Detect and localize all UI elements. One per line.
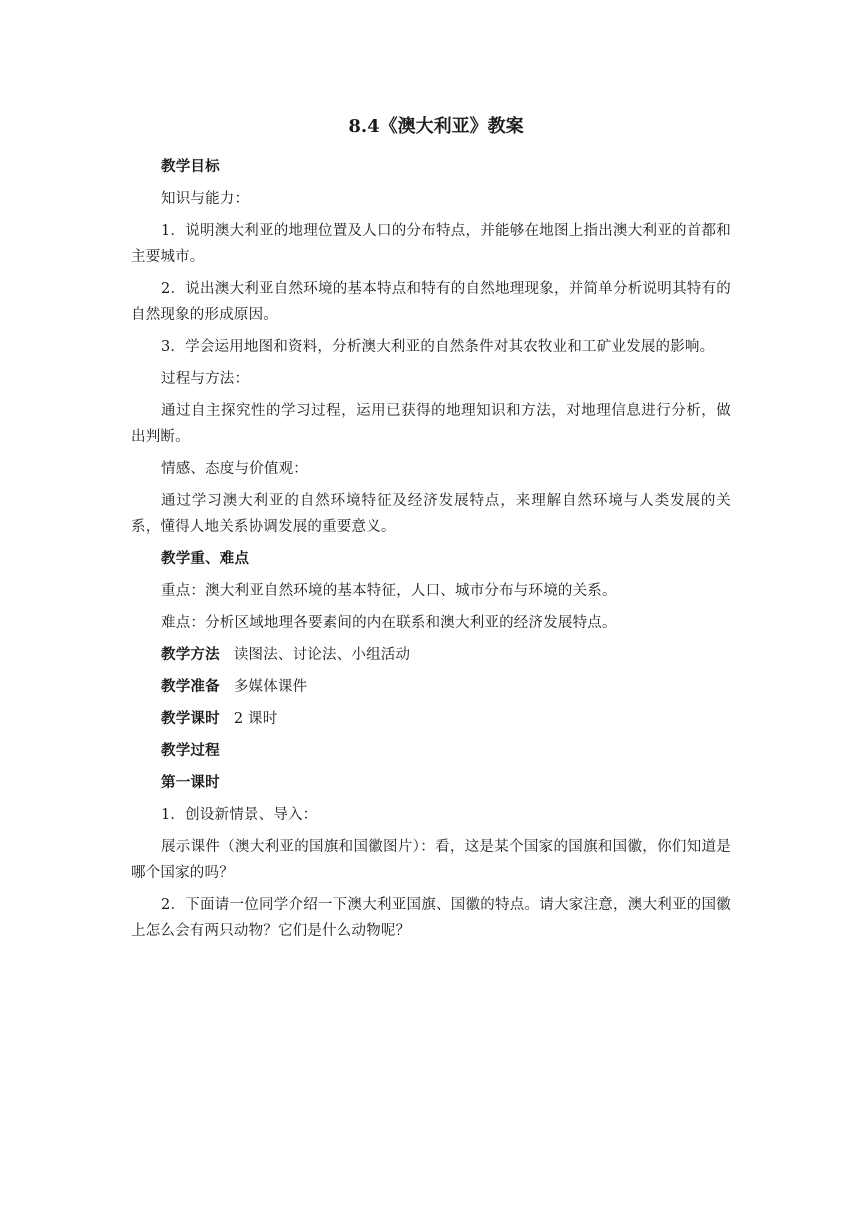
document-title: 8.4《澳大利亚》教案	[348, 116, 524, 137]
emotion-label: 情感、态度与价值观：	[161, 461, 308, 477]
teaching-process-heading: 教学过程	[161, 742, 220, 759]
teaching-hours-value: 2 课时	[233, 711, 278, 727]
step-one-text: 展示课件（澳大利亚的国旗和国徽图片）：看，这是某个国家的国旗和国徽，你们知道是哪个国家的吗？	[131, 839, 731, 881]
process-method-text: 通过自主探究性的学习过程，运用已获得的地理知识和方法，对地理信息进行分析，做出判断。	[131, 403, 731, 445]
teaching-method-row	[131, 642, 731, 668]
teaching-preparation-label: 教学准备	[161, 678, 220, 695]
step-two-text: 2．下面请一位同学介绍一下澳大利亚国旗、国徽的特点。请大家注意，澳大利亚的国徽上怎么会有两只动物？它们是什么动物呢？	[131, 897, 731, 939]
knowledge-label: 知识与能力：	[161, 191, 250, 207]
teaching-method-value: 读图法、讨论法、小组活动	[233, 647, 411, 663]
teaching-hours-label: 教学课时	[161, 710, 220, 727]
goals-heading: 教学目标	[161, 158, 220, 175]
lesson-one-heading: 第一课时	[161, 774, 220, 791]
key-points-heading: 教学重、难点	[161, 550, 250, 567]
emotion-text: 通过学习澳大利亚的自然环境特征及经济发展特点，来理解自然环境与人类发展的关系，懂得人地关系协调发展的重要意义。	[131, 493, 731, 535]
knowledge-item-3: 3．学会运用地图和资料，分析澳大利亚的自然条件对其农牧业和工矿业发展的影响。	[161, 339, 715, 355]
teaching-hours-row	[131, 706, 731, 732]
knowledge-item-1: 1．说明澳大利亚的地理位置及人口的分布特点，并能够在地图上指出澳大利亚的首都和主要城市。	[131, 223, 731, 265]
difficult-point-text: 难点：分析区域地理各要素间的内在联系和澳大利亚的经济发展特点。	[161, 615, 617, 631]
process-method-label: 过程与方法：	[161, 371, 250, 387]
teaching-preparation-row	[131, 674, 731, 700]
teaching-preparation-value: 多媒体课件	[233, 679, 308, 695]
key-point-text: 重点：澳大利亚自然环境的基本特征，人口、城市分布与环境的关系。	[161, 583, 617, 599]
step-one-title: 1．创设新情景、导入：	[161, 807, 318, 823]
knowledge-item-2: 2．说出澳大利亚自然环境的基本特点和特有的自然地理现象，并简单分析说明其特有的自然现象的形成原因。	[131, 281, 731, 323]
teaching-method-label: 教学方法	[161, 646, 220, 663]
document-page	[131, 112, 731, 950]
